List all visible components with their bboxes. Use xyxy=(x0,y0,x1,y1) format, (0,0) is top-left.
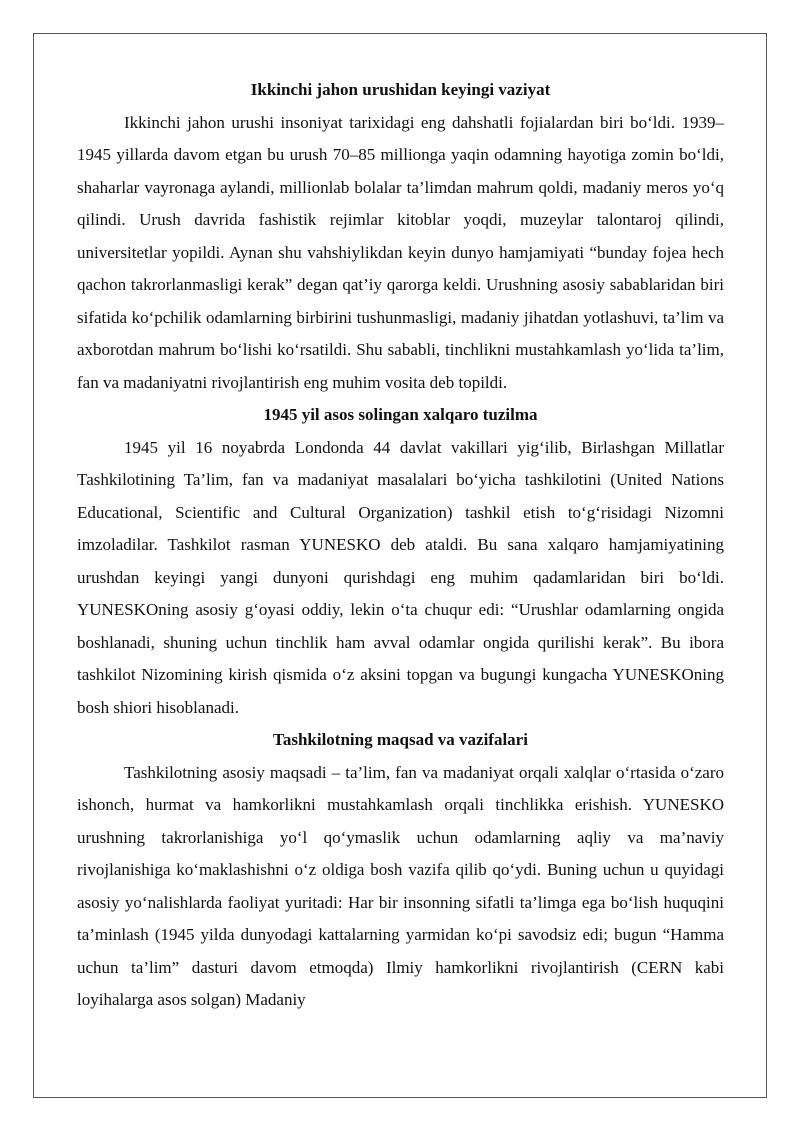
document-body xyxy=(77,74,724,1017)
section-paragraph-3: Tashkilotning asosiy maqsadi – ta’lim, fan va madaniyat orqali xalqlar o‘rtasida o‘zaro ishonch, hurmat va hamkorlikni mustahkamlash orqali tinchlikka erishish. YUNESKO urushning takrorlanishiga yo‘l qo‘ymaslik uchun odamlarning aqliy va ma’naviy rivojlanishiga ko‘maklashishni o‘z oldiga bosh vazifa qilib qo‘ydi. Buning uchun u quyidagi asosiy yo‘nalishlarda faoliyat yuritadi: Har bir insonning sifatli ta’limga ega bo‘lish huquqini ta’minlash (1945 yilda dunyodagi kattalarning yarmidan ko‘pi savodsiz edi; bugun “Hamma uchun ta’lim” dasturi davom etmoqda) Ilmiy hamkorlikni rivojlantirish (CERN kabi loyihalarga asos solgan) Madaniy xyxy=(77,762,724,1009)
section-heading-1: Ikkinchi jahon urushidan keyingi vaziyat xyxy=(250,80,551,99)
section-heading-2: 1945 yil asos solingan xalqaro tuzilma xyxy=(263,405,538,424)
section-heading-3: Tashkilotning maqsad va vazifalari xyxy=(273,730,528,749)
section-paragraph-1: Ikkinchi jahon urushi insoniyat tarixidagi eng dahshatli fojialardan biri bo‘ldi. 1939–1945 yillarda davom etgan bu urush 70–85 millionga yaqin odamning hayotiga zomin bo‘ldi, shaharlar vayronaga aylandi, millionlab bolalar ta’limdan mahrum qoldi, madaniy meros yo‘q qilindi. Urush davrida fashistik rejimlar kitoblar yoqdi, muzeylar talontaroj qilindi, universitetlar yopildi. Aynan shu vahshiylikdan keyin dunyo hamjamiyati “bunday fojea hech qachon takrorlanmasligi kerak” degan qat’iy qarorga keldi. Urushning asosiy sabablaridan biri sifatida ko‘pchilik odamlarning birbirini tushunmasligi, madaniy jihatdan yotlashuvi, ta’lim va axborotdan mahrum bo‘lishi ko‘rsatildi. Shu sababli, tinchlikni mustahkamlash yo‘lida ta’lim, fan va madaniyatni rivojlantirish eng muhim vosita deb topildi. xyxy=(77,112,724,392)
section-paragraph-2: 1945 yil 16 noyabrda Londonda 44 davlat vakillari yig‘ilib, Birlashgan Millatlar Tashkilotining Ta’lim, fan va madaniyat masalalari bo‘yicha tashkilotini (United Nations Educational, Scientific and Cultural Organization) tashkil etish to‘g‘risidagi Nizomni imzoladilar. Tashkilot rasman YUNESKO deb ataldi. Bu sana xalqaro hamjamiyatining urushdan keyingi yangi dunyoni qurishdagi eng muhim qadamlaridan biri bo‘ldi. YUNESKOning asosiy g‘oyasi oddiy, lekin o‘ta chuqur edi: “Urushlar odamlarning ongida boshlanadi, shuning uchun tinchlik ham avval odamlar ongida qurilishi kerak”. Bu ibora tashkilot Nizomining kirish qismida o‘z aksini topgan va bugungi kungacha YUNESKOning bosh shiori hisoblanadi. xyxy=(77,437,724,717)
